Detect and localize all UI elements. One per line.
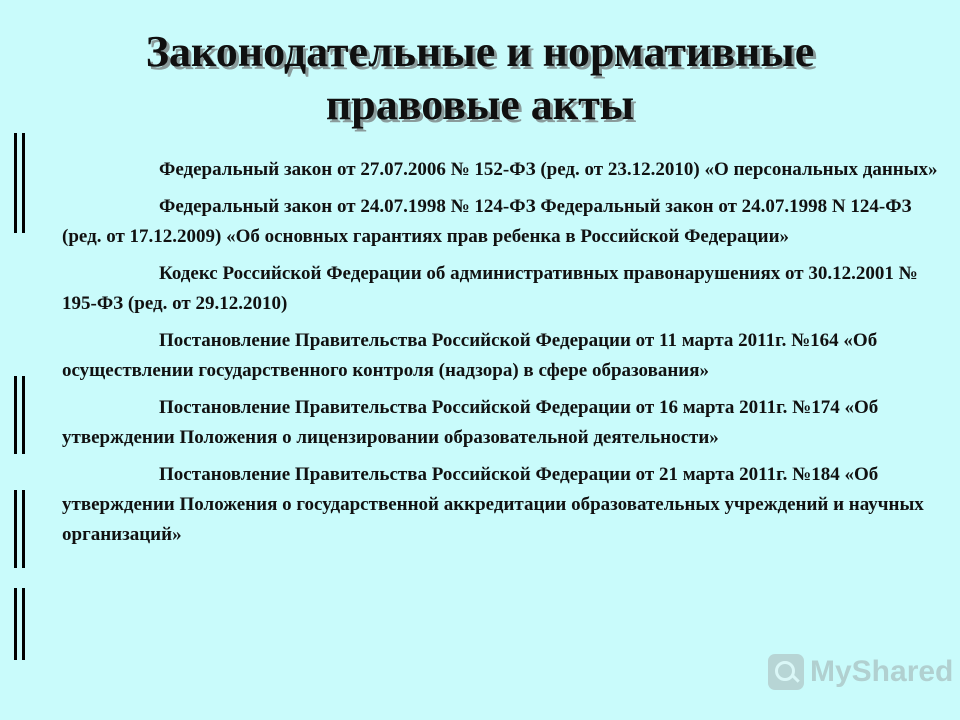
legal-act-item: Кодекс Российской Федерации об административных правонарушениях от 30.12.2001 № 195-ФЗ (ред. от 29.12.2010) [62, 263, 918, 314]
decorative-bar-2 [8, 376, 34, 454]
legal-act-item: Постановление Правительства Российской Федерации от 21 марта 2011г. №184 «Об утверждении Положения о государственной аккредитации образовательных учреждений и научных организаций» [62, 464, 924, 545]
decorative-bar-3 [8, 490, 34, 568]
legal-acts-list [62, 155, 947, 557]
decorative-bar-1 [8, 133, 34, 233]
decorative-bar-4 [8, 588, 34, 660]
magnifier-icon [768, 654, 804, 690]
watermark [768, 654, 953, 690]
legal-act-item: Постановление Правительства Российской Федерации от 11 марта 2011г. №164 «Об осуществлении государственного контроля (надзора) в сфере образования» [62, 330, 878, 381]
legal-act-item: Федеральный закон от 27.07.2006 № 152-ФЗ (ред. от 23.12.2010) «О персональных данных» [159, 159, 938, 180]
slide-title-line-1: Законодательные и нормативные [145, 27, 815, 76]
legal-act-item: Федеральный закон от 24.07.1998 № 124-ФЗ Федеральный закон от 24.07.1998 N 124-ФЗ (ред. от 17.12.2009) «Об основных гарантиях прав ребенка в Российской Федерации» [62, 196, 912, 247]
legal-act-item: Постановление Правительства Российской Федерации от 16 марта 2011г. №174 «Об утверждении Положения о лицензировании образовательной деятельности» [62, 397, 879, 448]
watermark-text: MyShared [810, 655, 954, 688]
slide-title-line-2: правовые акты [325, 79, 635, 129]
slide-title [0, 26, 960, 132]
